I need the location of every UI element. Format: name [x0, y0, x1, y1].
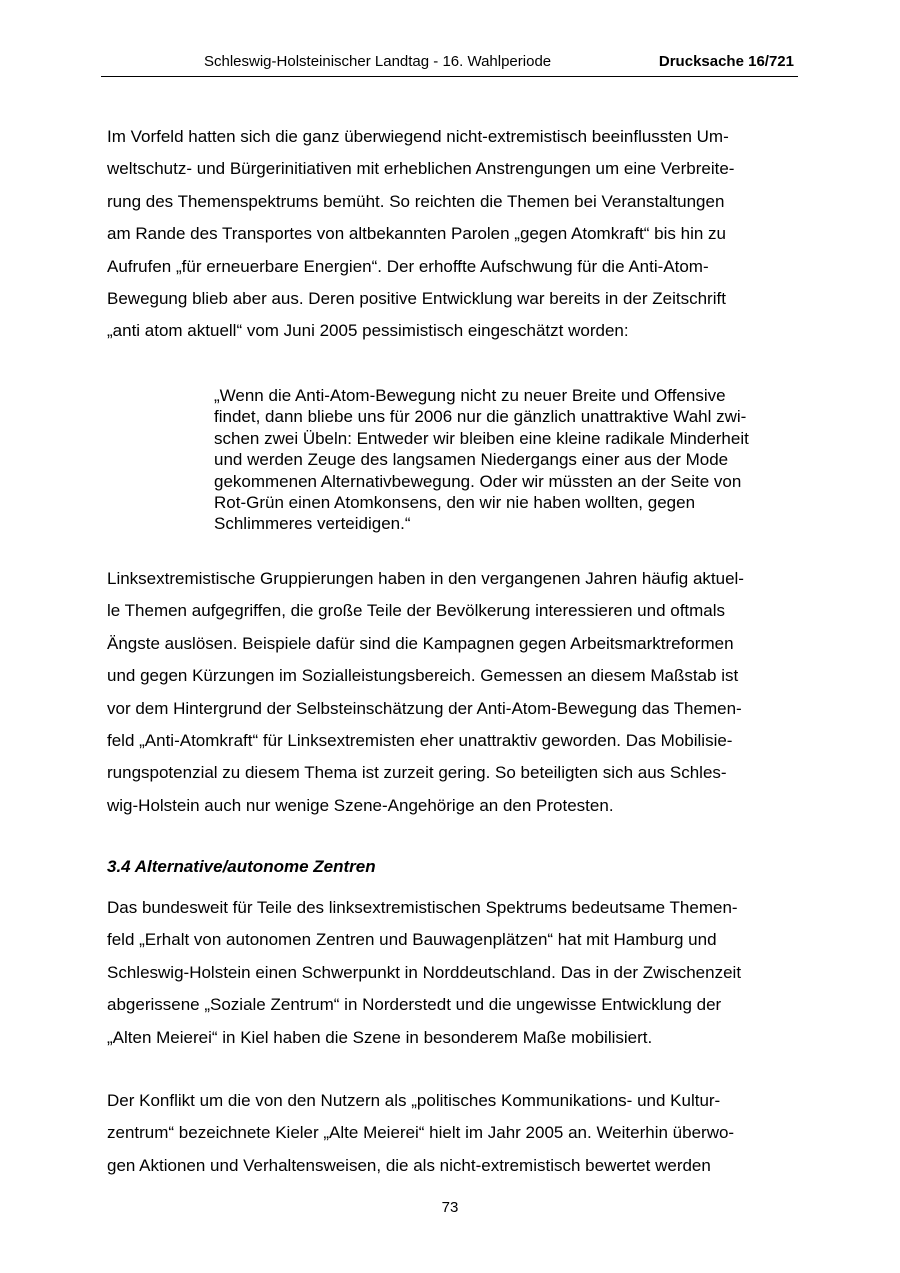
paragraph-line: vor dem Hintergrund der Selbsteinschätzung der Anti-Atom-Bewegung das Themen- [107, 698, 742, 718]
paragraph-line: und gegen Kürzungen im Sozialleistungsbereich. Gemessen an diesem Maßstab ist [107, 666, 739, 686]
paragraph-line: feld „Anti-Atomkraft“ für Linksextremisten eher unattraktiv geworden. Das Mobilisie- [107, 731, 733, 751]
paragraph-line: Linksextremistische Gruppierungen haben in den vergangenen Jahren häufig aktuel- [107, 569, 744, 588]
paragraph-line: Ängste auslösen. Beispiele dafür sind die Kampagnen gegen Arbeitsmarktreformen [107, 633, 734, 653]
paragraph-line: „Alten Meierei“ in Kiel haben die Szene in besonderem Maße mobilisiert. [107, 1027, 653, 1047]
quote-line: schen zwei Übeln: Entweder wir bleiben eine kleine radikale Minderheit [214, 428, 749, 448]
paragraph-line: „anti atom aktuell“ vom Juni 2005 pessimistisch eingeschätzt worden: [107, 321, 629, 341]
paragraph-line: zentrum“ bezeichnete Kieler „Alte Meierei“ hielt im Jahr 2005 an. Weiterhin überwo- [107, 1123, 735, 1143]
header-title: Schleswig-Holsteinischer Landtag - 16. Wahlperiode [204, 53, 552, 70]
paragraph-line: gen Aktionen und Verhaltensweisen, die als nicht-extremistisch bewertet werden [107, 1155, 711, 1175]
paragraph-line: feld „Erhalt von autonomen Zentren und Bauwagenplätzen“ hat mit Hamburg und [107, 930, 717, 950]
paragraph-line: Im Vorfeld hatten sich die ganz überwiegend nicht-extremistisch beeinflussten Um- [107, 127, 729, 146]
paragraph-line: Bewegung blieb aber aus. Deren positive Entwicklung war bereits in der Zeitschrift [107, 289, 726, 309]
paragraph-line: am Rande des Transportes von altbekannten Parolen „gegen Atomkraft“ bis hin zu [107, 224, 726, 244]
quote-line: Schlimmeres verteidigen.“ [214, 514, 411, 534]
page-header [101, 52, 798, 77]
quote-line: „Wenn die Anti-Atom-Bewegung nicht zu neuer Breite und Offensive [214, 386, 726, 405]
paragraph-line: Aufrufen „für erneuerbare Energien“. Der erhoffte Aufschwung für die Anti-Atom- [107, 256, 709, 276]
paragraph-line: Das bundesweit für Teile des linksextremistischen Spektrums bedeutsame Themen- [107, 898, 738, 917]
paragraph-line: rungspotenzial zu diesem Thema ist zurzeit gering. So beteiligten sich aus Schles- [107, 763, 727, 783]
paragraph-line: le Themen aufgegriffen, die große Teile der Bevölkerung interessieren und oftmals [107, 601, 726, 621]
paragraph-line: wig-Holstein auch nur wenige Szene-Angehörige an den Protesten. [107, 795, 614, 815]
paragraph-alte-meierei-conflict [107, 1085, 807, 1182]
paragraph-autonomous-centers [107, 892, 807, 1054]
document-number: Drucksache 16/721 [658, 53, 794, 70]
paragraph-left-extremist-topics [107, 563, 807, 822]
paragraph-line: Der Konflikt um die von den Nutzern als „politisches Kommunikations- und Kultur- [107, 1091, 721, 1110]
paragraph-intro [107, 121, 807, 348]
section-heading: 3.4 Alternative/autonome Zentren [107, 857, 376, 876]
quote-line: findet, dann bliebe uns für 2006 nur die gänzlich unattraktive Wahl zwi- [214, 407, 747, 427]
quote-line: und werden Zeuge des langsamen Niedergangs einer aus der Mode [214, 450, 729, 470]
quote-line: gekommenen Alternativbewegung. Oder wir müssten an der Seite von [214, 471, 742, 491]
paragraph-line: abgerissene „Soziale Zentrum“ in Norderstedt und die ungewisse Entwicklung der [107, 995, 722, 1015]
quote-line: Rot-Grün einen Atomkonsens, den wir nie haben wollten, gegen [214, 493, 696, 513]
paragraph-line: Schleswig-Holstein einen Schwerpunkt in Norddeutschland. Das in der Zwischenzeit [107, 962, 742, 982]
page-number: 73 [441, 1199, 459, 1216]
block-quote [214, 385, 814, 535]
paragraph-line: weltschutz- und Bürgerinitiativen mit erheblichen Anstrengungen um eine Verbreite- [107, 159, 735, 179]
paragraph-line: rung des Themenspektrums bemüht. So reichten die Themen bei Veranstaltungen [107, 191, 725, 211]
